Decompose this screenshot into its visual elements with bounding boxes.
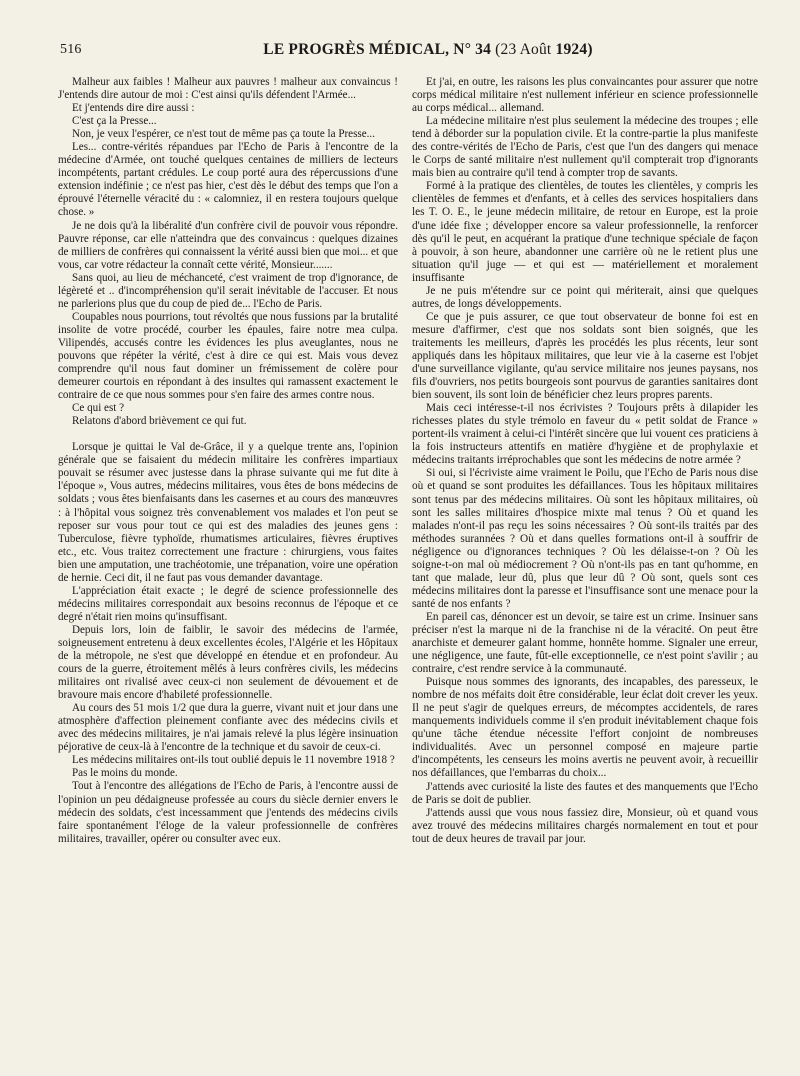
paragraph: Puisque nous sommes des ignorants, des incapables, des paresseux, le nombre de nos méfaits doit être considérable, leur éclat doit crever les yeux. Il ne peut s'agir de quelques erreurs, de mécomptes accidentels, de rares manquements individuels comme il s'en produit inévitablement chaque fois qu'une tâche étendue nécessite l'effort conjoint de nombreuses individualités. Avec un personnel composé en majeure partie d'incompétents, les censeurs les moins avertis ne peuvent avoir, à recueillir nos défaillances, que l'embarras du choix... [412,676,758,780]
paragraph: Ce qui est ? [72,402,125,415]
paragraph: Les... contre-vérités répandues par l'Echo de Paris à l'encontre de la médecine d'Armée, ont touché quelques centaines de milliers de lecteurs incompétents, partant crédules. Le coup porté aura des répercussions d'une extension indéfinie ; ce n'est pas hier, c'est dès le début des temps que l'on a éprouvé l'éternelle véracité du : « calomniez, il en restera toujours quelque chose. » [58,141,398,219]
paragraph: Je ne dois qu'à la libéralité d'un confrère civil de pouvoir vous répondre. Pauvre réponse, car elle n'atteindra que des convaincus : quelques dizaines de milliers de confrères qui connaissent la vérité aussi bien que moi... et que vous, car votre rédacteur la connaît cette vérité, Monsieur....... [58,219,398,271]
paragraph: Relatons d'abord brièvement ce qui fut. [72,415,247,428]
right-column [412,76,758,846]
paragraph: Depuis lors, loin de faiblir, le savoir des médecins de l'armée, soigneusement entretenu à deux excellentes écoles, l'Algérie et les Hôpitaux de la métropole, ne s'est que développé en étendue et en profondeur. Au cours de la guerre, étroitement mêlés à leurs confrères civils, les médecins militaires ont rivalisé avec ceux-ci non seulement de dévouement et de bravoure mais encore d'habileté professionnelle. [58,623,398,702]
page-number: 516 [60,42,82,57]
text-columns [58,76,758,846]
paragraph: L'appréciation était exacte ; le degré de science professionnelle des médecins militaires correspondait aux besoins reconnus de l'époque et ce degré n'était rien moins qu'insuffisant. [58,584,398,623]
paragraph: Formé à la pratique des clientèles, de toutes les clientèles, y compris les clientèles de femmes et d'enfants, et à celles des services hospitaliers dans les T. O. E., le jeune médecin militaire, de retour en Europe, est la proie d'une idée fixe ; développer encore sa valeur professionnelle, la renforcer dès qu'il le peut, en acquérant la pratique d'une technique spéciale de façon à pouvoir, à son heure, abandonner une carrière où ne le retient plus une situation qu'il juge — et qui est — matériellement et moralement insuffisante [412,180,758,284]
paragraph: Au cours des 51 mois 1/2 que dura la guerre, vivant nuit et jour dans une atmosphère d'affection pleinement confiante avec des médecins civils et avec des médecins militaires, je n'ai jamais relevé la plus légère insinuation péjorative de ceux-là à l'encontre de la technique et du savoir de ceux-ci. [58,702,398,754]
paragraph: J'attends avec curiosité la liste des fautes et des manquements que l'Echo de Paris se doit de publier. [412,780,758,806]
paragraph: Tout à l'encontre des allégations de l'Echo de Paris, à l'encontre aussi de l'opinion un peu dédaigneuse professée au cours du siècle dernier envers le médecin des soldats, c'est incessamment que j'entends des médecins civils faire spontanément l'éloge de la valeur professionnelle de confrères militaires, travailler, opérer ou consulter avec eux. [58,780,398,845]
paragraph: Pas le moins du monde. [72,767,178,780]
left-column [58,76,398,846]
paragraph: Je ne puis m'étendre sur ce point qui mériterait, ainsi que quelques autres, de longs développements. [412,284,758,310]
issue-date: (23 Août [495,41,552,58]
paragraph: Non, je veux l'espérer, ce n'est tout de même pas ça toute la Presse... [72,128,375,141]
paragraph: Les médecins militaires ont-ils tout oublié depuis le 11 novembre 1918 ? [72,754,395,767]
paragraph: C'est ça la Presse... [72,115,157,128]
issue-year: 1924) [555,41,593,58]
paragraph: La médecine militaire n'est plus seulement la médecine des troupes ; elle tend à déborder sur la population civile. Et la contre-partie la plus manifeste des contre-vérités de l'Echo de Paris, c'est que l'un des dangers qui menace le Corps de santé militaire n'est nullement qu'il compterait trop d'ignorants mais bien au contraire qu'il tend à compter trop de savants. [412,115,758,180]
paragraph: En pareil cas, dénoncer est un devoir, se taire est un crime. Insinuer sans préciser n'est la marque ni de la franchise ni de la véracité. On peut être anarchiste et demeurer galant homme, honnête homme. Signaler une erreur, une négligence, une faute, fût-elle exceptionnelle, ce n'est point s'avilir ; au contraire, c'est rendre service à la communauté. [412,610,758,676]
journal-name: LE PROGRÈS MÉDICAL, N° 34 [263,41,492,58]
paragraph: Ce que je puis assurer, ce que tout observateur de bonne foi est en mesure d'affirmer, c'est que nos soldats sont bien soignés, que les traitements les meilleurs, d'après les procédés les plus récents, leur sont appliqués dans les hôpitaux militaires, que leur vie à la caserne est l'objet d'une surveillance vigilante, qu'au service militaire nos jeunes paysans, nos fils d'ouvriers, nos petits bourgeois sont pourvus de garanties sanitaires dont bien souvent, ils sont loin de bénéficier chez leurs propres parents. [412,310,758,402]
running-title [263,41,592,59]
paragraph: Et j'entends dire dire aussi : [72,102,195,115]
paragraph: Coupables nous pourrions, tout révoltés que nous fussions par la brutalité insolite de votre procédé, courber les épaules, faire notre mea culpa. Vilipendés, accusés contre les évidences les plus aveuglantes, nous ne pouvons que répéter la vérité, c'est à dire ce qui est. Mais vous devez comprendre qu'il nous faut dominer un frémissement de colère pour demeurer courtois en répondant à des insultes qui ramassent exactement le contraire de ce que nous sommes pour s'en faire des armes contre nous. [58,310,398,402]
paragraph: J'attends aussi que vous nous fassiez dire, Monsieur, où et quand vous avez trouvé des médecins militaires chargés normalement en tout et pour tout de deux heures de travail par jour. [412,806,758,845]
paragraph: Si oui, si l'écriviste aime vraiment le Poilu, que l'Echo de Paris nous dise où et quand se sont produites les défaillances. Tous les hôpitaux militaires sont tenus par des médecins militaires. Où sont les hôpitaux militaires, où sont les salles militaires d'hospice mixte mal tenus ? Où et quand les malades n'ont-il pas reçu les soins nécessaires ? Où sont-ils traités par des méthodes surannées ? Où et dans quelles formations ont-il à souffrir de négligence ou d'ignorances techniques ? Où les délaisse-t-on ? Où les soigne-t-on mal où médiocrement ? Où n'ont-ils pas en tant qu'homme, en tant que malade, leur dû, plus que leur dû ? Où sont, quels sont ces médecins militaires dont la paresse et l'insuffisance sont une menace pour la santé de nos enfants ? [412,467,758,610]
page-header [58,38,758,64]
paragraph: Et j'ai, en outre, les raisons les plus convaincantes pour assurer que notre corps médical militaire n'est nullement inférieur en science professionnelle au corps médical... allemand. [412,76,758,115]
paragraph: Sans quoi, au lieu de méchanceté, c'est vraiment de trop d'ignorance, de légèreté et .. d'incompréhension qu'il serait inévitable de l'accuser. Et nous ne parlerions plus que du coup de pied de... l'Echo de Paris. [58,271,398,310]
paragraph: Malheur aux faibles ! Malheur aux pauvres ! malheur aux convaincus ! J'entends dire autour de moi : C'est ainsi qu'ils défendent l'Armée... [58,76,398,102]
paragraph: Lorsque je quittai le Val de-Grâce, il y a quelque trente ans, l'opinion générale que se faisaient du médecin militaire les confrères impartiaux pouvait se résumer avec justesse dans la phrase suivante qui me fut dite à l'époque », Vous autres, médecins militaires, vous êtes de bons médecins de soldats ; vous êtes bienfaisants dans les casernes et au cours des manœuvres : à l'hôpital vous soignez très convenablement vos malades et l'on peut se reposer sur vous pour tout ce qui est des maladies des jeunes gens : Tuberculose, fièvre typhoïde, rhumatismes articulaires, fièvres éruptives etc., etc. Vous traitez correctement une fracture : chirurgiens, vous faites bien une amputation, une trachéotomie, une trépanation, voire une opération de hernie. Ceci dit, il ne faut pas vous demander davantage. [58,441,398,584]
paragraph: Mais ceci intéresse-t-il nos écrivistes ? Toujours prêts à dilapider les richesses plates du style trémolo en faveur du « petit soldat de France » portent-ils vraiment à celui-ci l'intérêt sincère que lui vouent ces praticiens à la fois instructeurs attentifs en matière d'hygiène et de prophylaxie et médecins traitants irréprochables que sont les médecins de notre armée ? [412,402,758,467]
